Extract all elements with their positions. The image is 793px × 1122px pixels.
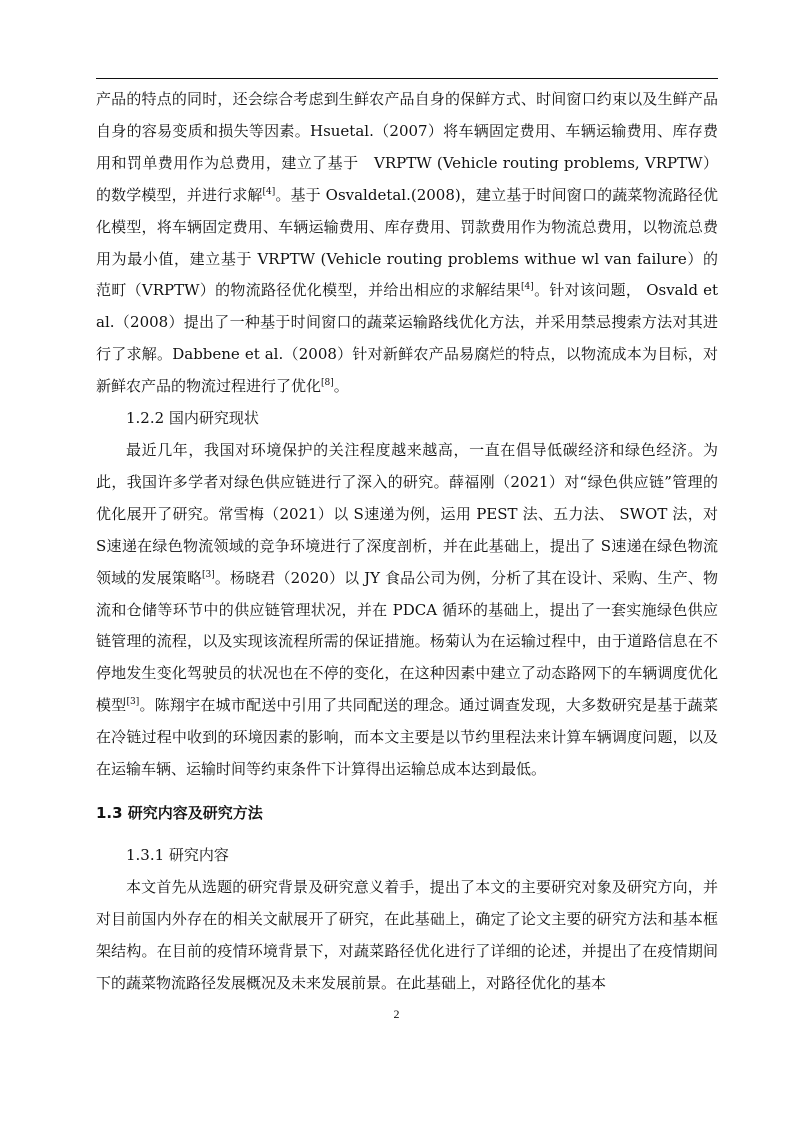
paragraph-international-research: 产品的特点的同时，还会综合考虑到生鲜农产品自身的保鲜方式、时间窗口约束以及生鲜产品自身的容易变质和损失等因素。Hsuetal.（2007）将车辆固定费用、车辆运输费用、库存费用和罚单费用作为总费用，建立了基于 VRPTW (Vehicle routing problems, VRPTW）的数学模型，并进行求解[4]。基于 Osvaldetal.(2008)，建立基于时间窗口的蔬菜物流路径优化模型，将车辆固定费用、车辆运输费用、库存费用、罚款费用作为物流总费用，以物流总费用为最小值，建立基于 VRPTW (Vehicle routing problems withue wl van failure）的 范町（VRPTW）的物流路径优化模型，并给出相应的求解结果[4]。针对该问题， Osvald et al.（2008）提出了一种基于时间窗口的蔬菜运输路线优化方法，并采用禁忌搜索方法对其进行了求解。Dabbene et al.（2008）针对新鲜农产品易腐烂的特点，以物流成本为目标，对新鲜农产品的物流过程进行了优化[8]。 bbox=[96, 90, 718, 396]
citation: [4] bbox=[262, 186, 276, 197]
section-heading-1-3: 1.3 研究内容及研究方法 bbox=[96, 803, 263, 822]
subsection-heading-1-3-1: 1.3.1 研究内容 bbox=[126, 845, 229, 864]
citation: [8] bbox=[321, 378, 334, 389]
subsection-heading-1-2-2: 1.2.2 国内研究现状 bbox=[126, 409, 259, 428]
paragraph-domestic-research: 最近几年，我国对环境保护的关注程度越来越高，一直在倡导低碳经济和绿色经济。为此，我国许多学者对绿色供应链进行了深入的研究。薛福刚（2021）对“绿色供应链”管理的优化展开了研究。常雪梅（2021）以 S速递为例，运用 PEST 法、五力法、 SWOT 法，对 S速递在绿色物流领域的竞争环境进行了深度剖析，并在此基础上，提出了 S速递在绿色物流领域的发展策略[3]。杨晓君（2020）以 JY 食品公司为例，分析了其在设计、采购、生产、物流和仓储等环节中的供应链管理状况，并在 PDCA 循环的基础上，提出了一套实施绿色供应链管理的流程，以及实现该流程所需的保证措施。杨菊认为在运输过程中，由于道路信息在不停地发生变化驾驶员的状况也在不停的变化，在这种因素中建立了动态路网下的车辆调度优化模型[3]。陈翔宇在城市配送中引用了共同配送的理念。通过调查发现，大多数研究是基于蔬菜在冷链过程中收到的环境因素的影响，而本文主要是以节约里程法来计算车辆调度问题，以及在运输车辆、运输时间等约束条件下计算得出运输总成本达到最低。 bbox=[96, 440, 719, 779]
page-number: 2 bbox=[393, 1007, 400, 1021]
citation: [3] bbox=[202, 569, 215, 580]
paragraph-research-content: 本文首先从选题的研究背景及研究意义着手，提出了本文的主要研究对象及研究方向，并对目前国内外存在的相关文献展开了研究，在此基础上，确定了论文主要的研究方法和基本框架结构。在目前的疫情环境背景下，对蔬菜路径优化进行了详细的论述，并提出了在疫情期间下的蔬菜物流路径发展概况及未来发展前景。在此基础上，对路径优化的基本 bbox=[96, 877, 718, 992]
citation: [3] bbox=[126, 697, 140, 708]
page-content bbox=[96, 84, 718, 999]
citation: [4] bbox=[521, 282, 534, 293]
header-rule bbox=[96, 78, 718, 79]
